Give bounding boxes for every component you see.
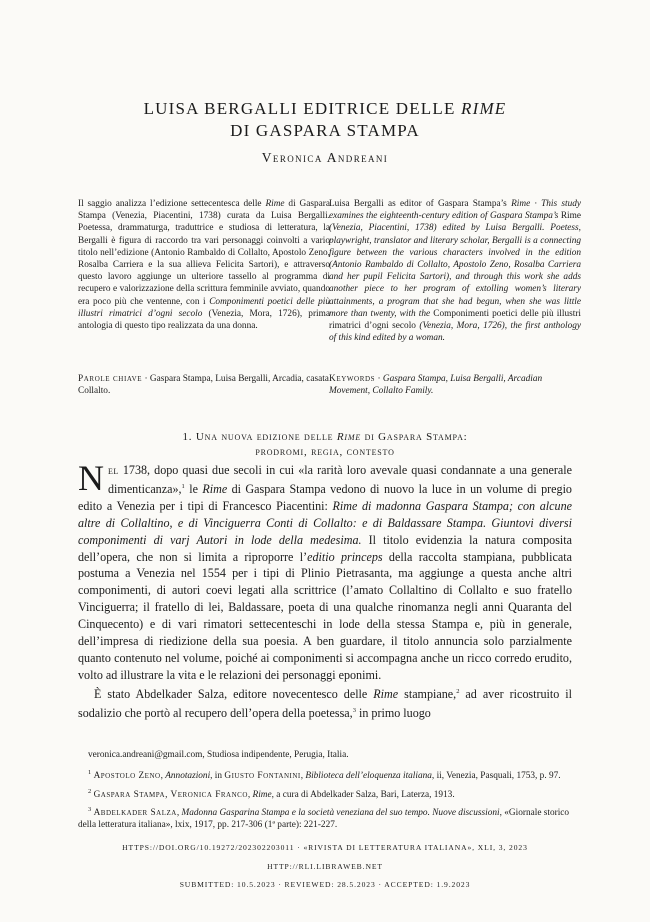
footnote-1: $^1$ Apostolo Zeno, Annotazioni, in Giusto Fontanini, Biblioteca dell’eloquenza italiana, ii, Venezia, Pasquali, 1753, p. 97.	[88, 769, 561, 782]
footer-dates: SUBMITTED: 10.5.2023 · REVIEWED: 28.5.2023 · ACCEPTED: 1.9.2023	[179, 880, 471, 889]
footnotes	[78, 749, 572, 835]
abstract-italian: Il saggio analizza l’edizione settecentesca delle Rime di Gaspara Stampa (Venezia, Piacentini, 1738) curata da Luisa Bergalli. Poetessa, drammaturga, traduttrice e studiosa di letteratura, la Bergalli è figura di raccordo tra vari personaggi coinvolti a vario titolo nell’edizione (Antonio Rambaldo di Collalto, Apostolo Zeno, Rosalba Carriera e la sua allieva Felicita Sartori), e attraverso questo lavoro aggiunge un ulteriore tassello al programma di recupero e valorizzazione della scrittura femminile avviato, quando era poco più che ventenne, con i Componimenti poetici delle più illustri rimatrici d’ogni secolo (Venezia, Mora, 1726), prima antologia di questo tipo realizzata da una donna.	[78, 199, 331, 332]
footnote-ref-1[interactable]: 1	[181, 482, 185, 490]
author-name: Veronica Andreani	[261, 150, 389, 165]
abstract-english: Luisa Bergalli as editor of Gaspara Stampa’s Rime · This study examines the eighteenth-century edition of Gaspara Stampa’s Rime (Venezia, Piacentini, 1738) edited by Luisa Bergalli. Poetess, playwright, translator and literary scholar, Bergalli is a connecting figure between the various characters involved in the edition (Antonio Rambaldo di Collalto, Apostolo Zeno, Rosalba Carriera and her pupil Felicita Sartori), and through this work she adds another piece to her program of extolling women’s literary attainments, a program that she had begun, when she was little more than twenty, with the Componimenti poetici delle più illustri rimatrici d’ogni secolo (Venezia, Mora, 1726), the first anthology of this kind edited by a woman.	[329, 199, 581, 344]
footer-doi-line[interactable]: HTTPS://DOI.ORG/10.19272/202302203011 · «RIVISTA DI LETTERATURA ITALIANA», XLI, 3, 2023	[122, 843, 528, 852]
footnote-2: $^2$ Gaspara Stampa, Veronica Franco, Rime, a cura di Abdelkader Salza, Bari, Laterza, 1913.	[88, 787, 455, 800]
footer-website[interactable]: HTTP://RLI.LIBRAWEB.NET	[267, 862, 383, 871]
footnote-ref-2[interactable]: 2	[456, 687, 460, 695]
drop-cap: N	[78, 458, 104, 498]
article-title	[60, 98, 590, 142]
body-paragraph-1: Nel 1738, dopo quasi due secoli in cui «la rarità loro avevale quasi condannate a una generale dimenticanza»,$^1$ le Rime di Gaspara Stampa vedono di nuovo la luce in un volume di pregio edito a Venezia per i tipi di Francesco Piacentini: Rime di madonna Gaspara Stampa; con alcune altre di Collaltino, e di Vinciguerra Conti di Collalto: e di Baldassare Stampa. Giuntovi diversi componimenti di varj Autori in lode della medesima. Il titolo evidenzia la natura composita dell’opera, che non si limita a riproporre l’editio princeps della raccolta stampiana, pubblicata postuma a Venezia nel 1554 per i tipi di Plinio Pietrasanta, ma aggiunge a questa anche altri componimenti, di autori coevi legati alla scrittrice (l’amato Collaltino di Collalto e suo fratello Vinciguerra; il fratello di lei, Baldassare, poeta di una qualche rinomanza negli anni Quaranta del Cinquecento) e di vari rimatori settecenteschi in lode della stessa Stampa e, più in generale, dell’impresa di riedizione della sua poesia. A ben guardare, il titolo annuncia solo parzialmente quanto contenuto nel volume, poiché ai componimenti si accompagna anche un ricco corredo erudito, volto ad illustrare la vita e le relazioni dei personaggi eponimi.	[78, 458, 572, 682]
keywords-italian: Parole chiave · Gaspara Stampa, Luisa Bergalli, Arcadia, casata Collalto.	[78, 374, 329, 397]
body-paragraph-2: È stato Abdelkader Salza, editore novecentesco delle Rime stampiane,$^2$ ad aver ricostruito il sodalizio che portò al recupero dell’opera della poetessa,$^3$ in primo luogo	[78, 686, 573, 720]
section-heading: 1. Una nuova edizione delle Rime di Gaspara Stampa: prodromi, regia, contesto	[182, 431, 468, 458]
title-italic-word: RIME	[461, 99, 507, 118]
title-line-1: LUISA BERGALLI EDITRICE DELLE RIME	[143, 99, 507, 118]
keywords-english: Keywords · Gaspara Stampa, Luisa Bergalli, Arcadian Movement, Collalto Family.	[329, 374, 543, 397]
footnote-ref-3[interactable]: 3	[352, 706, 356, 714]
body-text	[78, 458, 573, 722]
footnote-3: $^3$ Abdelkader Salza, Madonna Gasparina Stampa e la società veneziana del suo tempo. Nuove discussioni, «Giornale storico della letteratura italiana», lxix, 1917, pp. 217-306 (1ª parte): 221-227.	[78, 806, 570, 831]
author-contact: veronica.andreani@gmail.com, Studiosa indipendente, Perugia, Italia.	[88, 750, 349, 760]
title-line-2: DI GASPARA STAMPA	[230, 121, 420, 140]
